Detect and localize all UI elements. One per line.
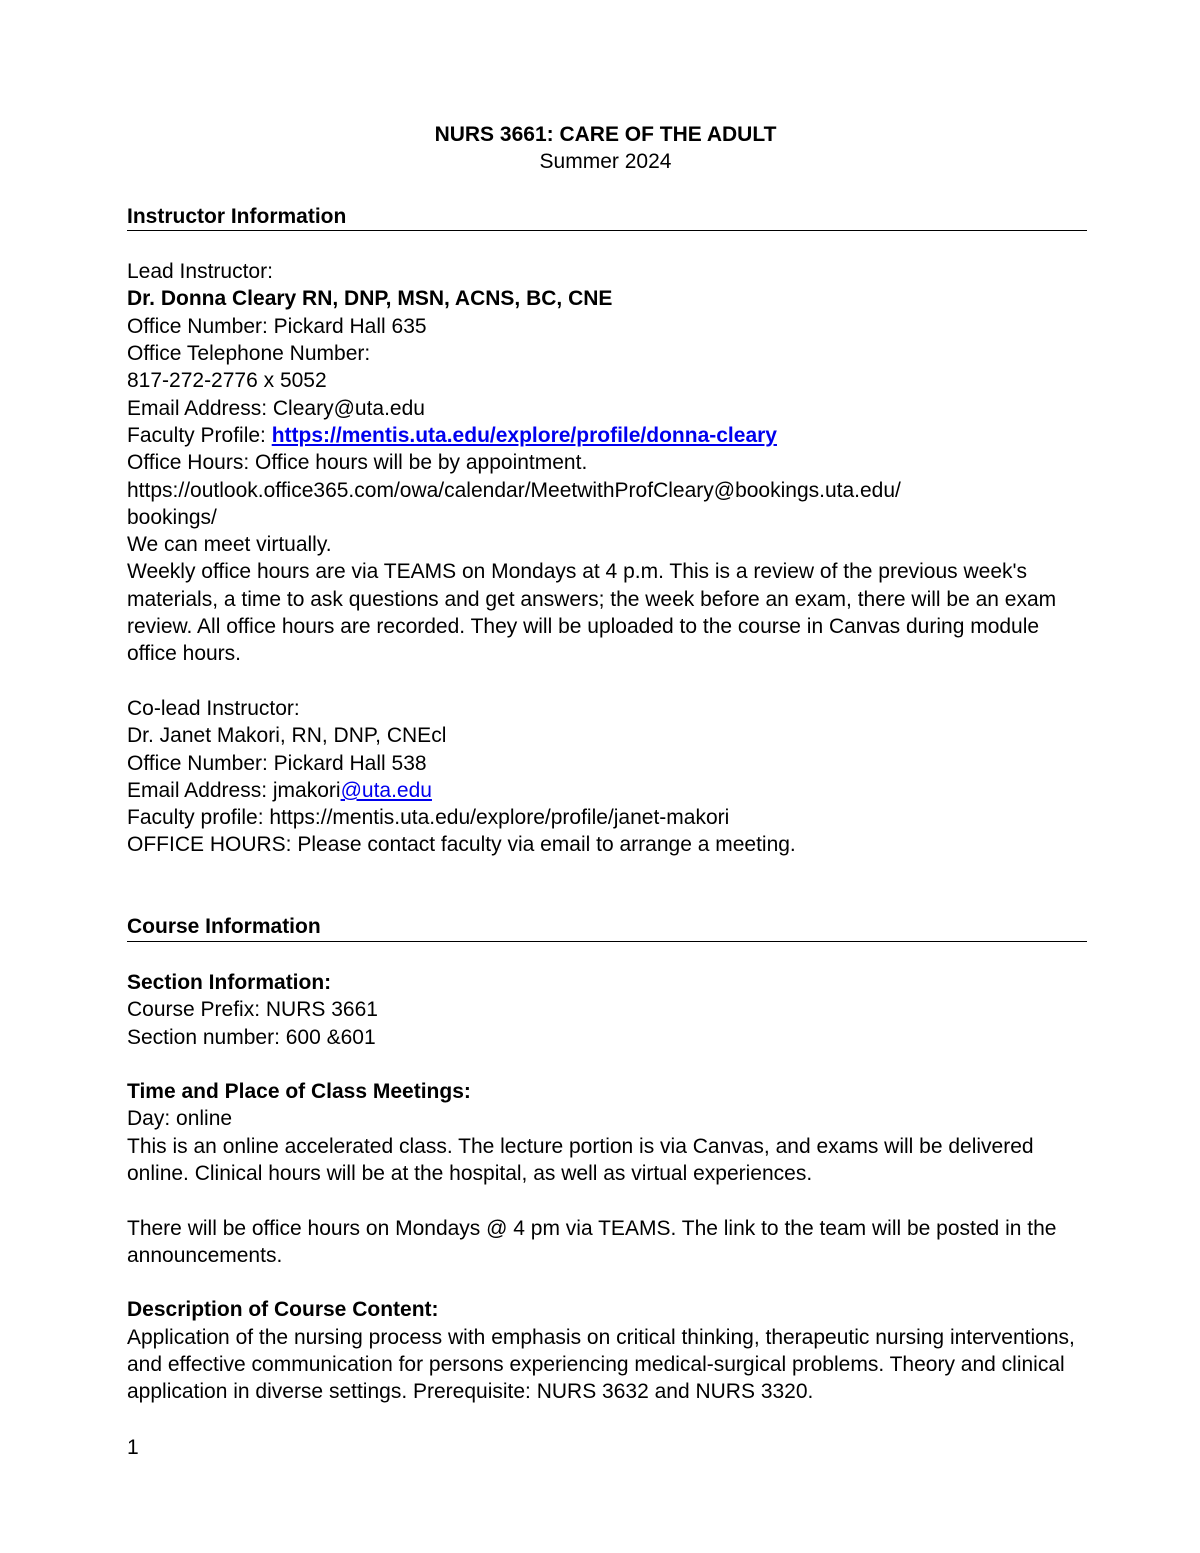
spacer	[127, 1187, 1087, 1214]
lead-office-phone: 817-272-2776 x 5052	[127, 369, 327, 393]
time-place-heading: Time and Place of Class Meetings:	[127, 1080, 471, 1104]
lead-office-phone-label: Office Telephone Number:	[127, 342, 371, 366]
spacer	[127, 1051, 1087, 1078]
lead-profile-link[interactable]: https://mentis.uta.edu/explore/profile/donna-cleary	[271, 423, 777, 447]
spacer	[127, 231, 1087, 258]
lead-faculty-profile	[127, 422, 1087, 449]
lead-booking-url-1: https://outlook.office365.com/owa/calendar/MeetwithProfCleary@bookings.uta.edu/	[127, 478, 901, 502]
lead-email: Email Address: Cleary@uta.edu	[127, 396, 425, 420]
colead-faculty-profile: Faculty profile: https://mentis.uta.edu/explore/profile/janet-makori	[127, 806, 730, 830]
page-content	[127, 121, 1087, 1406]
course-term: Summer 2024	[539, 150, 672, 174]
lead-weekly-office-hours: Weekly office hours are via TEAMS on Mondays at 4 p.m. This is a review of the previous week's materials, a time to ask questions and get answers; the week before an exam, there will be an exam review. All office hours are recorded. They will be uploaded to the course in Canvas during module office hours.	[127, 560, 1057, 666]
meeting-details: This is an online accelerated class. The lecture portion is via Canvas, and exams will be delivered online. Clinical hours will be at the hospital, as well as virtual experiences.	[127, 1134, 1034, 1185]
spacer	[127, 942, 1087, 969]
meeting-day: Day: online	[127, 1107, 233, 1131]
colead-office-hours: OFFICE HOURS: Please contact faculty via email to arrange a meeting.	[127, 833, 796, 857]
description-heading: Description of Course Content:	[127, 1298, 439, 1322]
title-block	[124, 121, 1087, 176]
meeting-office-hours: There will be office hours on Mondays @ 4 pm via TEAMS. The link to the team will be posted in the announcements.	[127, 1216, 1057, 1267]
spacer	[127, 859, 1087, 886]
section-number: Section number: 600 &601	[127, 1025, 376, 1049]
colead-instructor-label: Co-lead Instructor:	[127, 696, 300, 720]
colead-instructor-name: Dr. Janet Makori, RN, DNP, CNEcl	[127, 724, 447, 748]
lead-meet-virtually: We can meet virtually.	[127, 533, 332, 557]
section-info-heading: Section Information:	[127, 970, 332, 994]
instructor-section-heading: Instructor Information	[127, 203, 1087, 231]
description-text: Application of the nursing process with emphasis on critical thinking, therapeutic nursing interventions, and effective communication for persons experiencing medical-surgical problems. Theory and clinical application in diverse settings. Prerequisite: NURS 3632 and NURS 3320.	[127, 1325, 1075, 1404]
course-title: NURS 3661: CARE OF THE ADULT	[434, 123, 777, 146]
lead-booking-url-2: bookings/	[127, 505, 217, 529]
course-section-heading: Course Information	[127, 913, 1087, 941]
lead-instructor-label: Lead Instructor:	[127, 260, 273, 284]
colead-email-link[interactable]: @uta.edu	[340, 778, 432, 802]
colead-email	[127, 777, 1087, 804]
lead-instructor-name: Dr. Donna Cleary RN, DNP, MSN, ACNS, BC, CNE	[127, 287, 613, 311]
lead-office-number: Office Number: Pickard Hall 635	[127, 314, 427, 338]
page-number: 1	[127, 1436, 139, 1459]
spacer	[127, 1269, 1087, 1296]
course-prefix: Course Prefix: NURS 3661	[127, 998, 378, 1022]
colead-office-number: Office Number: Pickard Hall 538	[127, 751, 427, 775]
spacer	[127, 668, 1087, 695]
lead-office-hours: Office Hours: Office hours will be by appointment.	[127, 451, 588, 475]
lead-profile-label: Faculty Profile:	[127, 423, 272, 447]
colead-email-prefix: Email Address: jmakori	[127, 778, 341, 802]
